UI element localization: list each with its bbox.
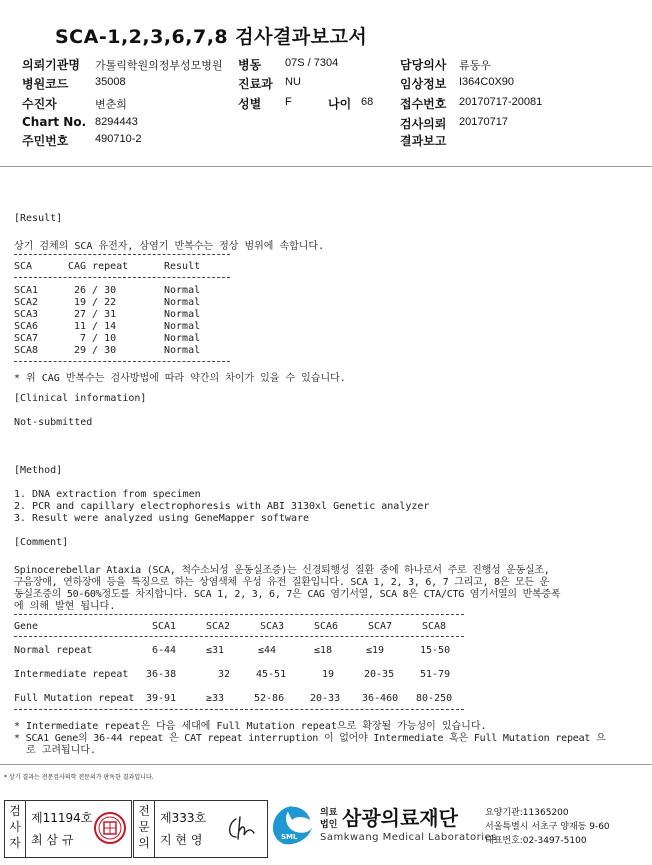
table-row-repeat: 29 / 30 (74, 345, 117, 356)
org-type-line2: 법인 (320, 820, 338, 830)
org-name: 삼광의료재단 (342, 806, 458, 830)
table-cell: ≤44 (258, 645, 277, 656)
sml-logo-text: SML (281, 833, 298, 841)
table-row-name: SCA2 (14, 297, 39, 308)
gene-table-header: SCA2 (206, 621, 231, 632)
institution-value: 가톨릭학원의정부성모병원 (95, 60, 223, 72)
clinical-heading: [Clinical information] (14, 393, 147, 404)
examiner-name: 최 삼 규 (31, 833, 74, 847)
chart-no-value: 8294443 (95, 116, 138, 128)
table-row-name: SCA8 (14, 345, 39, 356)
table-cell: 39-91 (146, 693, 177, 704)
method-step: 2. PCR and capillary electrophoresis with ABI 3130xl Genetic analyzer (14, 501, 430, 512)
comment-line: 구음장애, 연하장애 등을 특징으로 하는 상염색체 우성 유전 질환입니다. SCA 1, 2, 3, 6, 7 그리고, 8은 모든 운 (14, 577, 549, 588)
result-note: * 위 CAG 반복수는 검사방법에 따라 약간의 차이가 있을 수 있습니다. (14, 373, 346, 384)
gene-table-header: SCA1 (152, 621, 177, 632)
table-row-result: Normal (164, 345, 201, 356)
method-step: 1. DNA extraction from specimen (14, 489, 201, 500)
result-col-sca: SCA (14, 261, 33, 272)
org-code: 요양기관:11365200 (485, 808, 569, 818)
table-row-repeat: 19 / 22 (74, 297, 117, 308)
method-heading: [Method] (14, 465, 63, 476)
examiner-license: 제11194호 (31, 811, 93, 825)
org-address: 서울특별시 서초구 양재동 9-60 (485, 822, 610, 832)
table-cell: 15-50 (420, 645, 451, 656)
resident-no-label: 주민번호 (22, 134, 69, 148)
patient-value: 변춘희 (95, 99, 127, 111)
comment-line: Spinocerebellar Ataxia (SCA, 척수소뇌성 운동실조증)는 신경퇴행성 질환 중에 하나로서 주로 진행성 운동실조, (14, 565, 550, 576)
gene-table-rule-mid (14, 636, 464, 637)
table-row-result: Normal (164, 285, 201, 296)
hospital-code-value: 35008 (95, 76, 126, 88)
receipt-no-label: 접수번호 (400, 97, 447, 111)
table-cell: 52-86 (254, 693, 285, 704)
clinical-text: Not-submitted (14, 417, 93, 428)
gene-table-header: SCA8 (422, 621, 447, 632)
table-row: Normal repeat (14, 645, 93, 656)
comment-note: 로 고려됩니다. (14, 745, 97, 756)
specialist-license: 제333호 (160, 811, 207, 825)
table-row-name: SCA6 (14, 321, 39, 332)
clinical-info-value: I364C0X90 (459, 76, 515, 88)
doctor-label: 담당의사 (400, 58, 447, 72)
table-cell: 20-33 (310, 693, 341, 704)
table-row-result: Normal (164, 321, 201, 332)
comment-note: * Intermediate repeat은 다음 세대에 Full Mutation repeat으로 확장될 가능성이 있습니다. (14, 721, 487, 732)
table-cell: 20-35 (364, 669, 395, 680)
table-cell: 6-44 (152, 645, 177, 656)
clinical-info-label: 임상정보 (400, 77, 447, 91)
request-date-value: 20170717 (459, 116, 508, 128)
doctor-value: 류동우 (459, 60, 491, 72)
ward-value: 07S / 7304 (285, 57, 339, 69)
method-step: 3. Result were analyzed using GeneMapper software (14, 513, 310, 524)
org-name-en: Samkwang Medical Laboratories (320, 832, 497, 843)
table-row-repeat: 7 / 10 (74, 333, 117, 344)
table-cell: ≤18 (314, 645, 333, 656)
table-row-repeat: 27 / 31 (74, 309, 117, 320)
comment-line: 동실조증의 50-60%정도를 차지합니다. SCA 1, 2, 3, 6, 7은 CAG 염기서열, SCA 8은 CTA/CTG 염기서열의 반복증폭 (14, 589, 561, 600)
result-col-result: Result (164, 261, 201, 272)
comment-heading: [Comment] (14, 537, 69, 548)
header-divider (0, 166, 652, 167)
report-title: SCA-1,2,3,6,7,8 검사결과보고서 (55, 26, 368, 48)
request-date-label: 검사의뢰 (400, 117, 447, 131)
table-row-repeat: 26 / 30 (74, 285, 117, 296)
table-cell: ≤31 (206, 645, 225, 656)
patient-label: 수진자 (22, 97, 57, 111)
table-cell: 51-79 (420, 669, 451, 680)
result-table-rule-bottom (14, 361, 230, 362)
table-row-name: SCA1 (14, 285, 39, 296)
comment-note: * SCA1 Gene의 36-44 repeat 은 CAT repeat interruption 이 없어야 Intermediate 혹은 Full Mutation repeat 으 (14, 733, 606, 744)
table-cell: ≥33 (206, 693, 225, 704)
gene-table-rule-top (14, 614, 464, 615)
examiner-box (4, 800, 132, 858)
sex-label: 성별 (238, 97, 262, 111)
result-report-label: 결과보고 (400, 134, 447, 148)
table-cell: 36-38 (146, 669, 177, 680)
ward-label: 병동 (238, 58, 262, 72)
specialist-name: 지 현 영 (160, 833, 203, 847)
department-label: 진료과 (238, 77, 273, 91)
result-heading: [Result] (14, 213, 63, 224)
table-row-name: SCA3 (14, 309, 39, 320)
table-row-result: Normal (164, 333, 201, 344)
seal-stamp-icon (93, 811, 127, 845)
table-cell: 32 (218, 669, 231, 680)
org-type-line1: 의료 (320, 808, 338, 818)
comment-line: 에 의해 발현 됩니다. (14, 601, 116, 612)
hospital-code-label: 병원코드 (22, 77, 69, 91)
age-value: 68 (361, 96, 374, 108)
body-divider (0, 764, 652, 765)
table-row: Intermediate repeat (14, 669, 129, 680)
gene-table-rule-bottom (14, 709, 464, 710)
result-summary: 상기 검체의 SCA 유전자, 삼염기 반복수는 정상 범위에 속합니다. (14, 241, 325, 252)
table-row-name: SCA7 (14, 333, 39, 344)
table-row-repeat: 11 / 14 (74, 321, 117, 332)
gene-table-header: Gene (14, 621, 39, 632)
gene-table-header: SCA7 (368, 621, 393, 632)
result-table-rule-mid (14, 277, 230, 278)
table-row-result: Normal (164, 297, 201, 308)
table-cell: 80-250 (416, 693, 453, 704)
receipt-no-value: 20170717-20081 (459, 96, 543, 108)
result-col-repeat: CAG repeat (68, 261, 129, 272)
disclaimer-text: * 상기 결과는 전문검사의학 전문의가 판독한 결과입니다. (4, 774, 154, 781)
gene-table-header: SCA3 (260, 621, 285, 632)
table-row: Full Mutation repeat (14, 693, 135, 704)
table-cell: 45-51 (256, 669, 287, 680)
examiner-label: 검사자 (9, 804, 21, 850)
org-phone: 대표번호:02-3497-5100 (485, 836, 587, 846)
signature-icon (224, 813, 260, 845)
resident-no-value: 490710-2 (95, 133, 142, 145)
result-table-rule-top (14, 254, 230, 255)
specialist-box (133, 800, 268, 858)
department-value: NU (285, 76, 301, 88)
gene-table-header: SCA6 (314, 621, 339, 632)
age-label: 나이 (328, 97, 352, 111)
specialist-label: 전문의 (138, 804, 150, 850)
sex-value: F (285, 96, 292, 108)
institution-label: 의뢰기관명 (22, 58, 80, 72)
table-cell: ≤19 (366, 645, 385, 656)
table-cell: 19 (322, 669, 335, 680)
table-cell: 36-460 (362, 693, 399, 704)
table-row-result: Normal (164, 309, 201, 320)
chart-no-label: Chart No. (22, 115, 87, 129)
